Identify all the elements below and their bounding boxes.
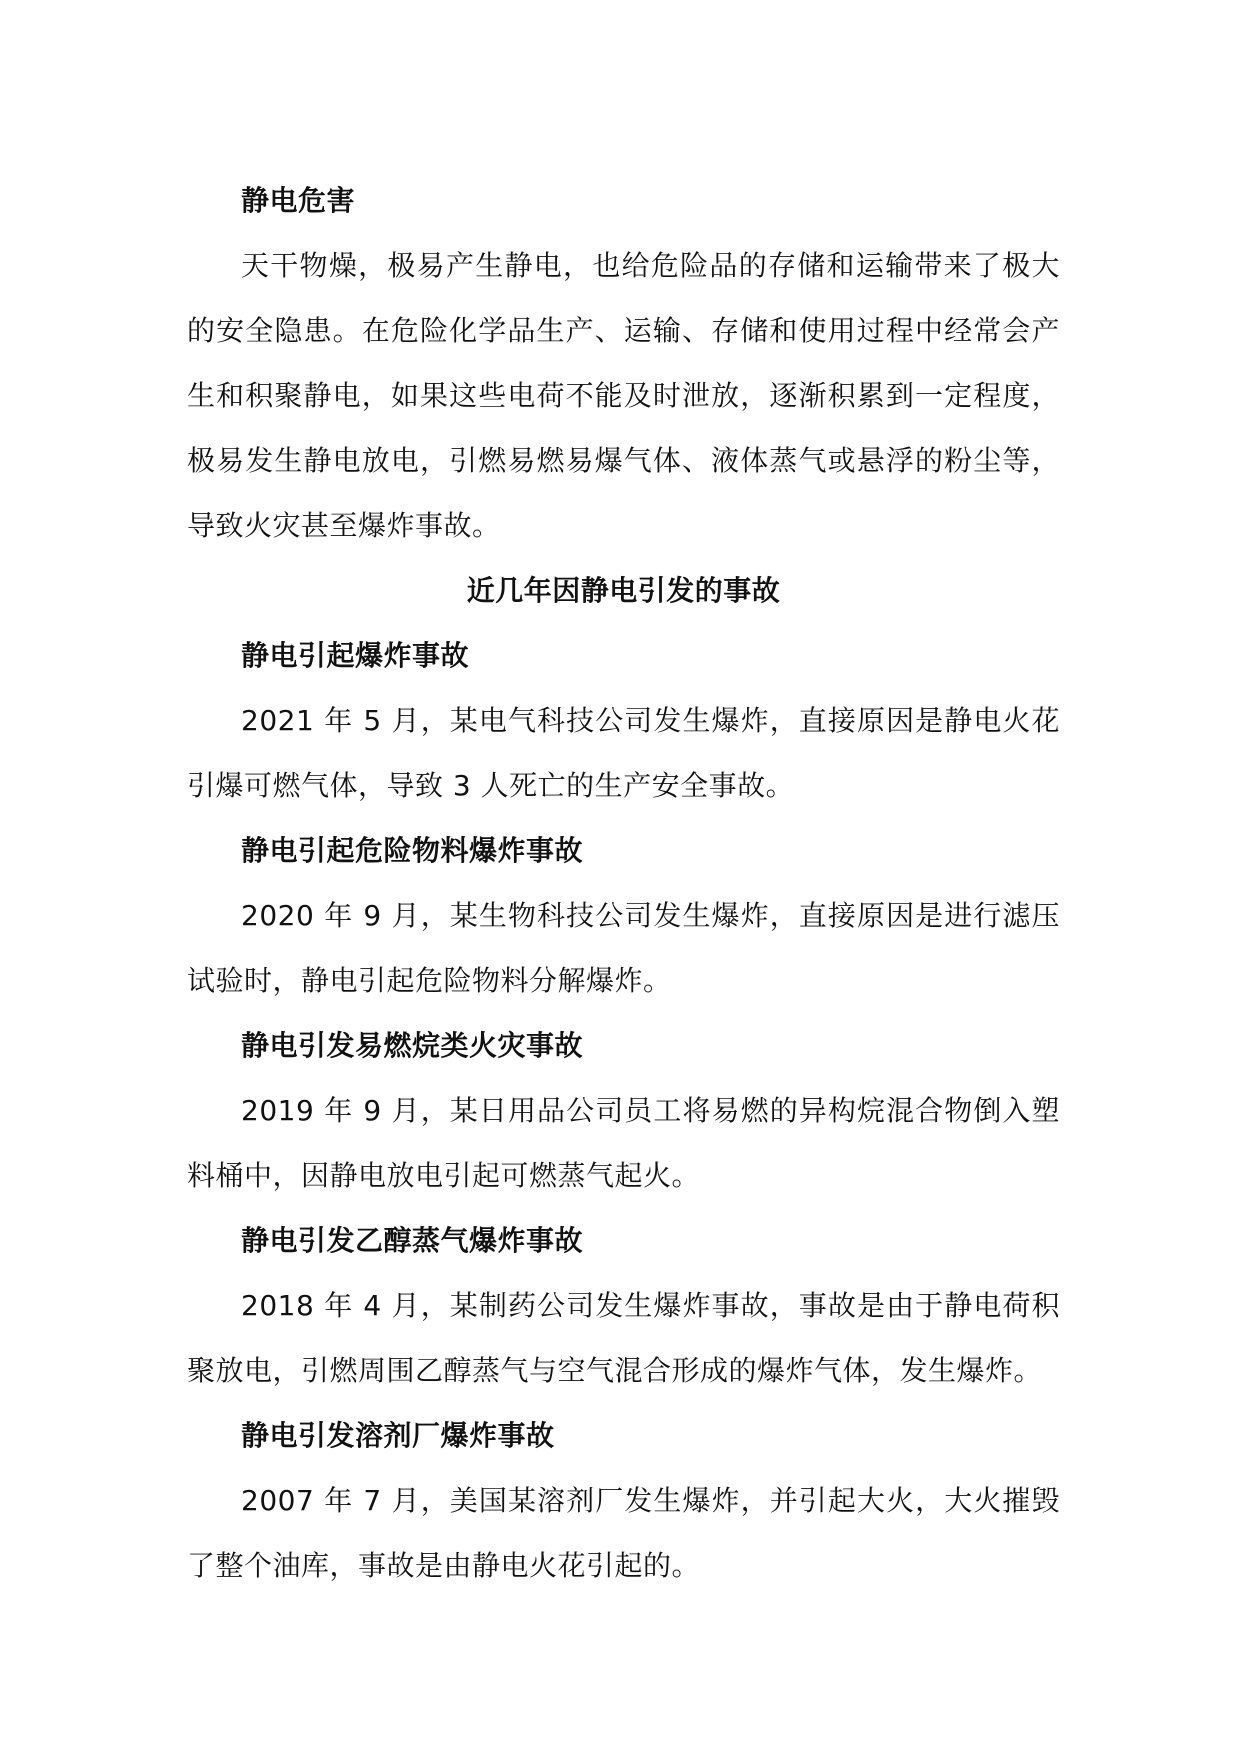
case-paragraph: 2007 年 7 月，美国某溶剂厂发生爆炸，并引起大火，大火摧毁了整个油库，事故是由静电火花引起的。	[187, 1484, 1060, 1582]
intro-paragraph: 天干物燥，极易产生静电，也给危险品的存储和运输带来了极大的安全隐患。在危险化学品生产、运输、存储和使用过程中经常会产生和积聚静电，如果这些电荷不能及时泄放，逐渐积累到一定程度，极易发生静电放电，引燃易燃易爆气体、液体蒸气或悬浮的粉尘等，导致火灾甚至爆炸事故。	[187, 249, 1060, 542]
case-heading: 静电引起危险物料爆炸事故	[241, 834, 584, 867]
accidents-title: 近几年因静电引发的事故	[466, 574, 781, 607]
case-heading: 静电引起爆炸事故	[241, 639, 470, 672]
case-paragraph: 2018 年 4 月，某制药公司发生爆炸事故，事故是由于静电荷积聚放电，引燃周围乙醇蒸气与空气混合形成的爆炸气体，发生爆炸。	[187, 1289, 1060, 1387]
case-heading: 静电引发乙醇蒸气爆炸事故	[241, 1224, 584, 1257]
case-heading: 静电引发溶剂厂爆炸事故	[241, 1419, 555, 1452]
case-paragraph: 2021 年 5 月，某电气科技公司发生爆炸，直接原因是静电火花引爆可燃气体，导致 3 人死亡的生产安全事故。	[187, 704, 1060, 802]
case-paragraph: 2020 年 9 月，某生物科技公司发生爆炸，直接原因是进行滤压试验时，静电引起危险物料分解爆炸。	[187, 899, 1060, 997]
section-heading-static-hazard: 静电危害	[241, 184, 356, 217]
case-paragraph: 2019 年 9 月，某日用品公司员工将易燃的异构烷混合物倒入塑料桶中，因静电放电引起可燃蒸气起火。	[187, 1094, 1060, 1192]
case-heading: 静电引发易燃烷类火灾事故	[241, 1029, 584, 1062]
